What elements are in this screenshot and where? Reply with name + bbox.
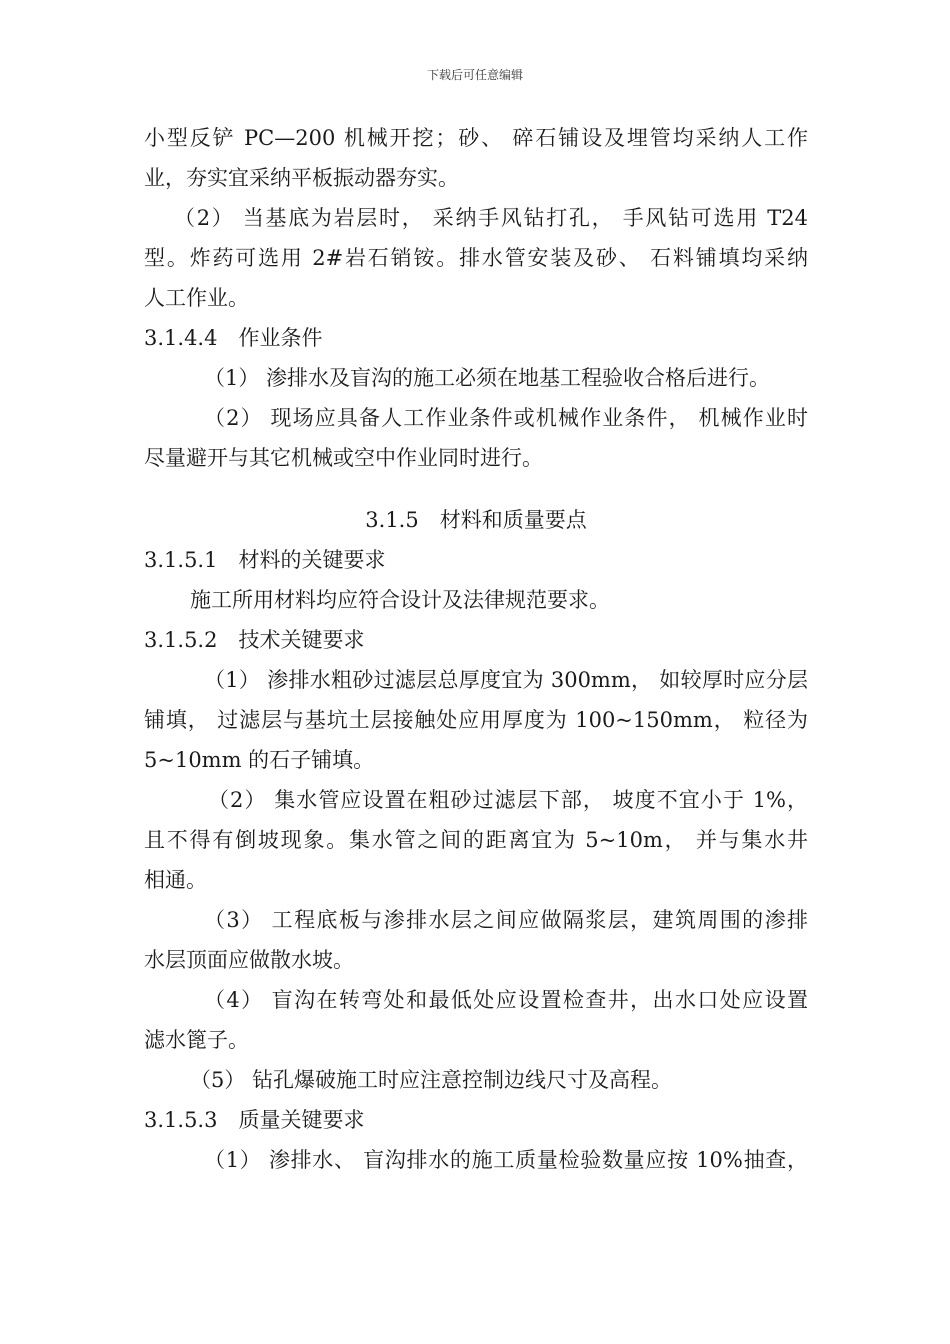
paragraph-line: 业，夯实宜采纳平板振动器夯实。 [144, 166, 459, 190]
paragraph-line: （2） 集水管应设置在粗砂过滤层下部， 坡度不宜小于 1%， [208, 788, 808, 812]
paragraph-line: （3） 工程底板与渗排水层之间应做隔浆层，建筑周围的渗排 [204, 908, 808, 932]
section-heading: 3.1.5.2 技术关键要求 [144, 628, 365, 652]
paragraph-line: 滤水篦子。 [144, 1028, 249, 1052]
paragraph-line: （1） 渗排水粗砂过滤层总厚度宜为 300mm， 如较厚时应分层 [204, 668, 808, 692]
paragraph-line: 水层顶面应做散水坡。 [144, 948, 354, 972]
paragraph-line: （5） 钻孔爆破施工时应注意控制边线尺寸及高程。 [190, 1068, 673, 1092]
paragraph-line: （2） 当基底为岩层时， 采纳手风钻打孔， 手风钻可选用 T24 [174, 206, 808, 230]
spacer [144, 478, 808, 500]
paragraph-line: 相通。 [144, 868, 207, 892]
paragraph-line: 小型反铲 PC—200 机械开挖；砂、 碎石铺设及埋管均采纳人工作 [144, 126, 808, 150]
page-header: 下载后可任意编辑 [426, 68, 523, 82]
paragraph-line: 人工作业。 [144, 286, 249, 310]
paragraph-line: 且不得有倒坡现象。集水管之间的距离宜为 5~10m， 并与集水井 [144, 828, 808, 852]
paragraph-line: （2） 现场应具备人工作业条件或机械作业条件， 机械作业时 [204, 406, 808, 430]
paragraph-line: 铺填， 过滤层与基坑土层接触处应用厚度为 100~150mm， 粒径为 [144, 708, 808, 732]
paragraph-line: （1） 渗排水及盲沟的施工必须在地基工程验收合格后进行。 [204, 366, 771, 390]
chapter-heading: 3.1.5 材料和质量要点 [365, 508, 587, 532]
document-body [144, 118, 808, 1180]
section-heading: 3.1.5.3 质量关键要求 [144, 1108, 365, 1132]
paragraph-line: 5~10mm 的石子铺填。 [144, 748, 375, 772]
section-heading: 3.1.4.4 作业条件 [144, 326, 323, 350]
paragraph-line: 尽量避开与其它机械或空中作业同时进行。 [144, 446, 543, 470]
paragraph-line: （4） 盲沟在转弯处和最低处应设置检查井，出水口处应设置 [204, 988, 808, 1012]
paragraph-line: 型。炸药可选用 2#岩石销铵。排水管安装及砂、 石料铺填均采纳 [144, 246, 808, 270]
section-heading: 3.1.5.1 材料的关键要求 [144, 548, 386, 572]
paragraph-line: （1） 渗排水、 盲沟排水的施工质量检验数量应按 10%抽查， [204, 1148, 808, 1172]
paragraph-line: 施工所用材料均应符合设计及法律规范要求。 [190, 588, 610, 612]
